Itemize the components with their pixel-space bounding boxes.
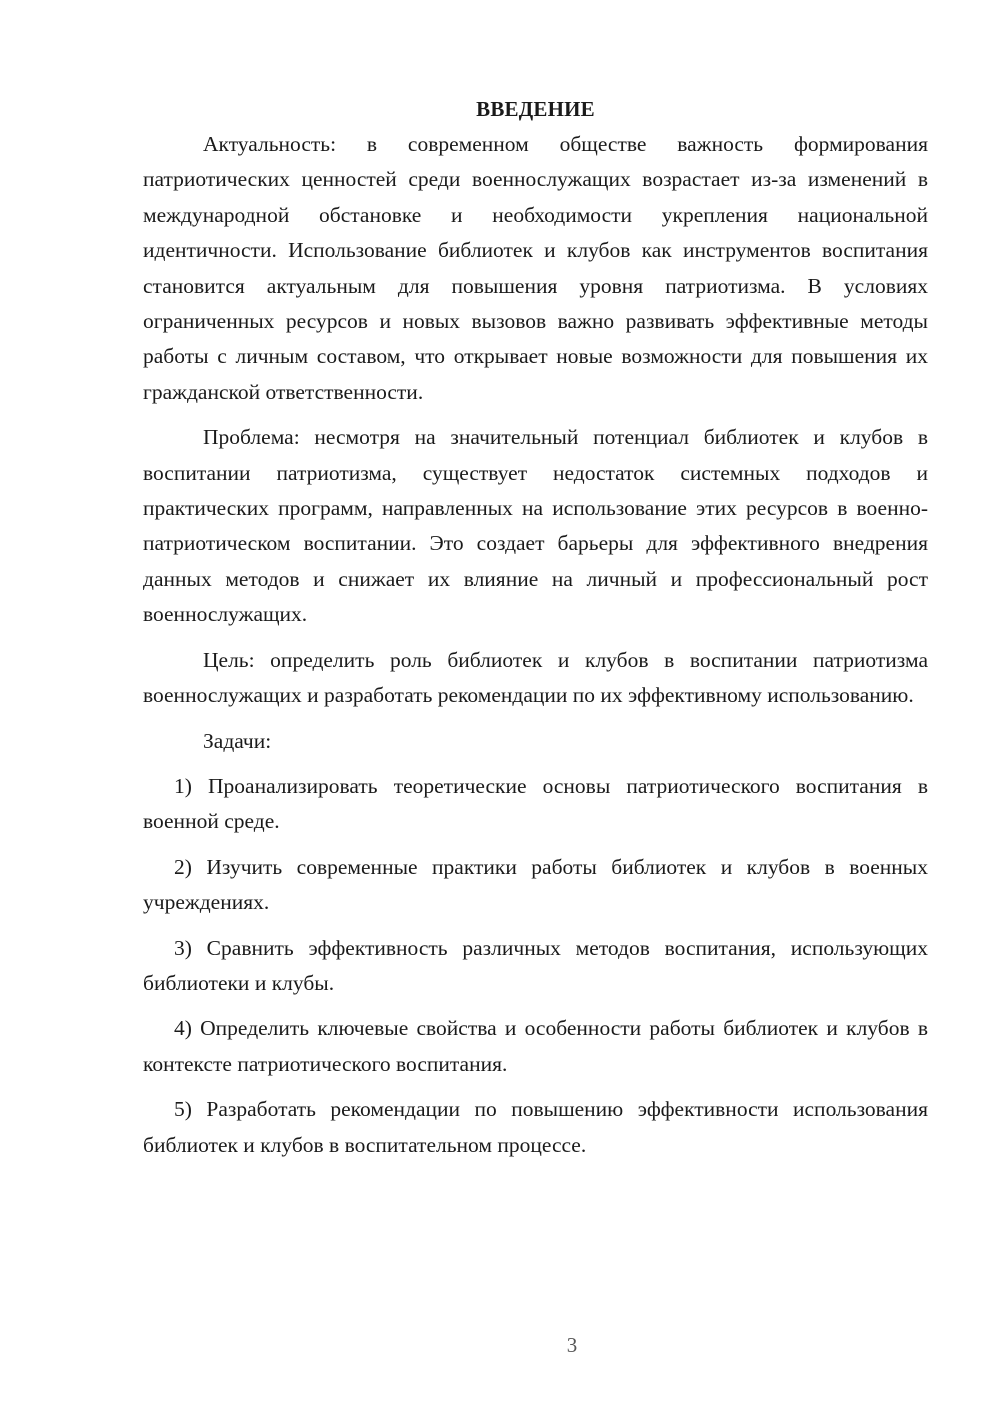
paragraph-gap bbox=[143, 633, 928, 643]
paragraph-gap bbox=[143, 759, 928, 769]
page-number: 3 bbox=[566, 1333, 578, 1357]
goal-paragraph: Цель: определить роль библиотек и клубов в воспитании патриотизма военнослужащих и разработать рекомендации по их эффективному использованию. bbox=[143, 647, 928, 708]
paragraph-gap bbox=[143, 1082, 928, 1092]
paragraph-gap bbox=[143, 840, 928, 850]
tasks-heading: Задачи: bbox=[203, 728, 272, 753]
task-item: 3) Сравнить эффективность различных методов воспитания, использующих библиотеки и клубы. bbox=[143, 935, 928, 995]
task-item: 4) Определить ключевые свойства и особенности работы библиотек и клубов в контексте патриотического воспитания. bbox=[143, 1016, 928, 1076]
task-item: 5) Разработать рекомендации по повышению эффективности использования библиотек и клубов в воспитательном процессе. bbox=[143, 1097, 928, 1157]
page-title: ВВЕДЕНИЕ bbox=[476, 97, 595, 121]
paragraph-gap bbox=[143, 410, 928, 420]
paragraph-gap bbox=[143, 921, 928, 931]
problem-paragraph: Проблема: несмотря на значительный потенциал библиотек и клубов в воспитании патриотизма, существует недостаток системных подходов и практических программ, направленных на использование этих ресурсов в военно-патриотическом воспитании. Это создает барьеры для эффективного внедрения данных методов и снижает их влияние на личный и профессиональный рост военнослужащих. bbox=[143, 425, 928, 627]
paragraph-gap bbox=[143, 1001, 928, 1011]
task-item: 1) Проанализировать теоретические основы патриотического воспитания в военной среде. bbox=[143, 773, 928, 834]
relevance-paragraph: Актуальность: в современном обществе важность формирования патриотических ценностей среди военнослужащих возрастает из-за изменений в международной обстановке и необходимости укрепления национальной идентичности. Использование библиотек и клубов как инструментов воспитания становится актуальным для повышения уровня патриотизма. В условиях ограниченных ресурсов и новых вызовов важно развивать эффективные методы работы с личным составом, что открывает новые возможности для повышения их гражданской ответственности. bbox=[143, 132, 928, 404]
document-page bbox=[143, 92, 928, 1163]
paragraph-gap bbox=[143, 714, 928, 724]
task-item: 2) Изучить современные практики работы библиотек и клубов в военных учреждениях. bbox=[143, 854, 928, 915]
